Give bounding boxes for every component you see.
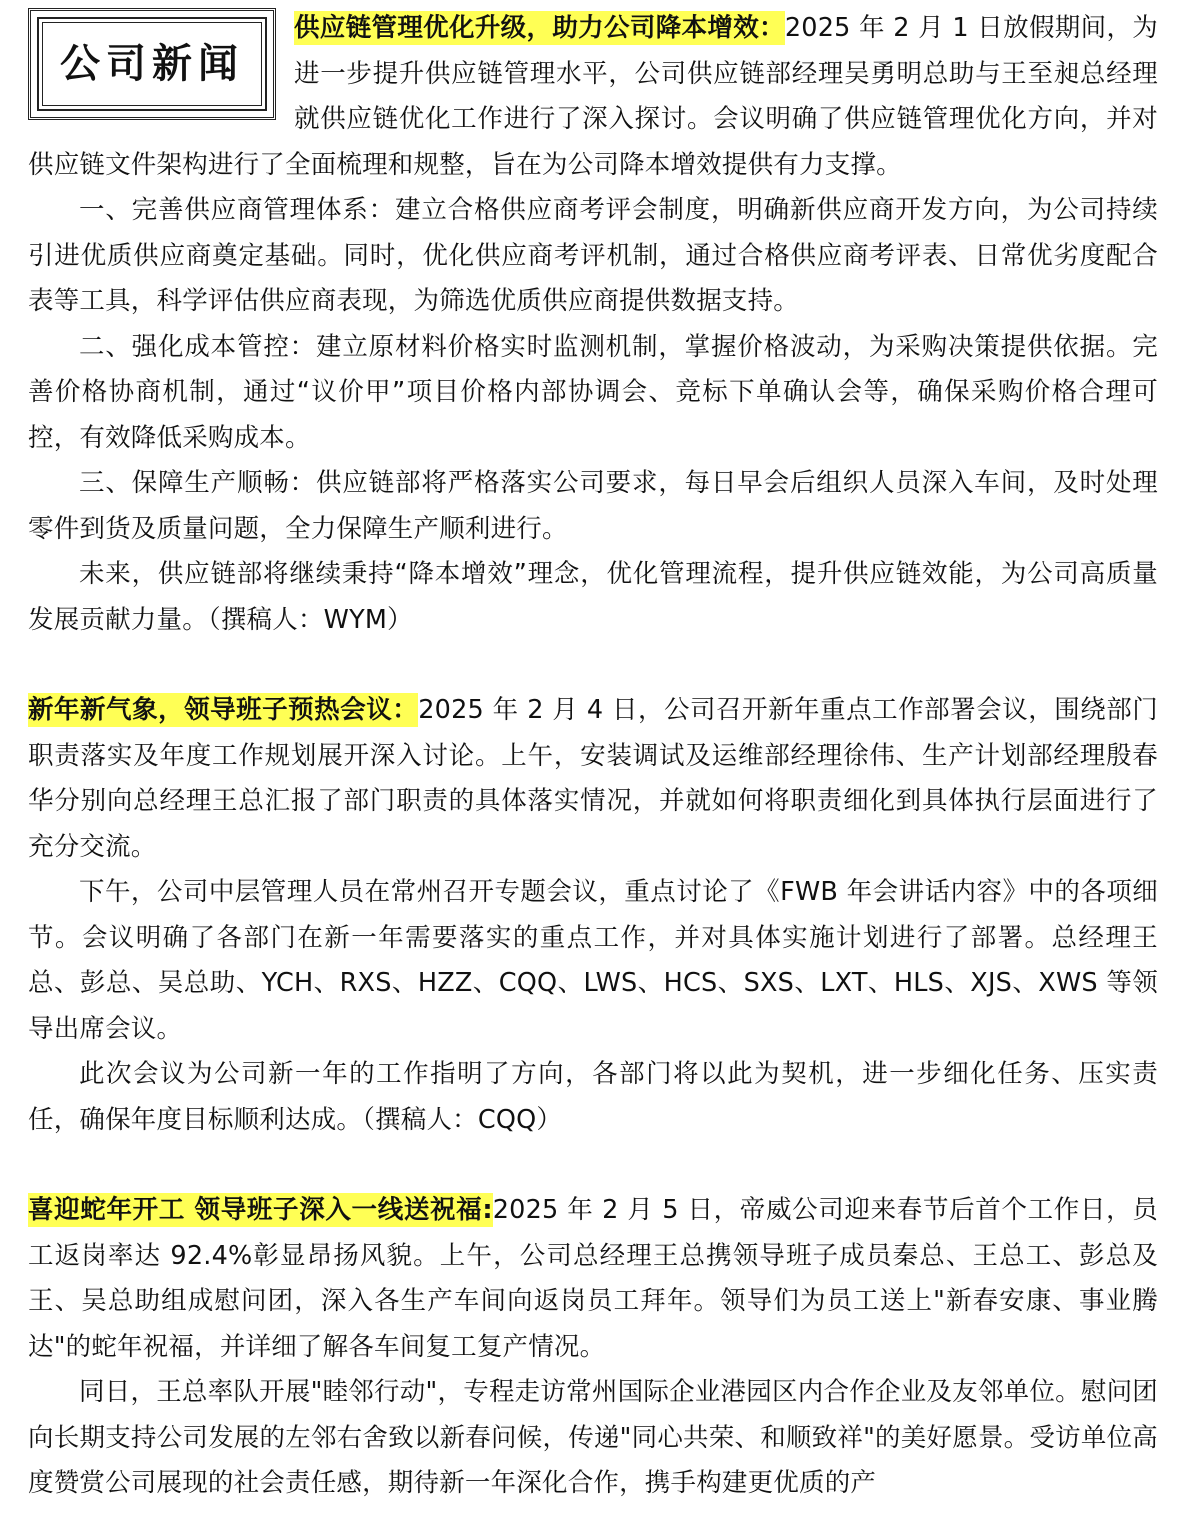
article-1-lead: 2025 年 2 月 1 日放假期间，为进一步提升供应链管理水平，公司供应链部经理吴勇明总助与王至昶总经理就供应链优化工作进行了深入探讨。会议明确了供应链管理优化方向，并对供应链文件架构进行了全面梳理和规整，旨在为公司降本增效提供有力支撑。 (28, 13, 1158, 180)
news-page (28, 6, 1158, 1507)
article-3-lead-paragraph (28, 1188, 1158, 1370)
article-2-lead-paragraph (28, 688, 1158, 870)
article-spacer (28, 1143, 1158, 1188)
article-3-headline: 喜迎蛇年开工 领导班子深入一线送祝福: (28, 1195, 493, 1225)
masthead-logo (28, 8, 276, 120)
article-1-paragraph: 未来，供应链部将继续秉持“降本增效”理念，优化管理流程，提升供应链效能，为公司高质量发展贡献力量。（撰稿人：WYM） (28, 559, 1158, 635)
article-3-lead: 2025 年 2 月 5 日，帝威公司迎来春节后首个工作日，员工返岗率达 92.4%彰显昂扬风貌。上午，公司总经理王总携领导班子成员秦总、王总工、彭总及王、吴总助组成慰问团，深入各生产车间向返岗员工拜年。领导们为员工送上"新春安康、事业腾达"的蛇年祝福，并详细了解各车间复工复产情况。 (28, 1195, 1158, 1362)
article-1-paragraph: 二、强化成本管控：建立原材料价格实时监测机制，掌握价格波动，为采购决策提供依据。完善价格协商机制，通过“议价甲”项目价格内部协调会、竞标下单确认会等，确保采购价格合理可控，有效降低采购成本。 (28, 331, 1158, 453)
article-2-paragraph: 下午，公司中层管理人员在常州召开专题会议，重点讨论了《FWB 年会讲话内容》中的各项细节。会议明确了各部门在新一年需要落实的重点工作，并对具体实施计划进行了部署。总经理王总、彭总、吴总助、YCH、RXS、HZZ、CQQ、LWS、HCS、SXS、LXT、HLS、XJS、XWS 等领导出席会议。 (28, 877, 1158, 1044)
masthead-title: 公司新闻 (60, 40, 244, 87)
article-2-headline: 新年新气象，领导班子预热会议： (28, 695, 419, 725)
article-3-paragraph: 同日，王总率队开展"睦邻行动"，专程走访常州国际企业港园区内合作企业及友邻单位。慰问团向长期支持公司发展的左邻右舍致以新春问候，传递"同心共荣、和顺致祥"的美好愿景。受访单位高度赞赏公司展现的社会责任感，期待新一年深化合作，携手构建更优质的产 (28, 1377, 1158, 1498)
article-1-paragraph: 一、完善供应商管理体系：建立合格供应商考评会制度，明确新供应商开发方向，为公司持续引进优质供应商奠定基础。同时，优化供应商考评机制，通过合格供应商考评表、日常优劣度配合表等工具，科学评估供应商表现，为筛选优质供应商提供数据支持。 (28, 195, 1158, 316)
article-spacer (28, 643, 1158, 688)
article-1-paragraph: 三、保障生产顺畅：供应链部将严格落实公司要求，每日早会后组织人员深入车间，及时处理零件到货及质量问题，全力保障生产顺利进行。 (28, 468, 1158, 544)
article-1-headline: 供应链管理优化升级，助力公司降本增效： (294, 13, 785, 43)
article-2-paragraph: 此次会议为公司新一年的工作指明了方向，各部门将以此为契机，进一步细化任务、压实责任，确保年度目标顺利达成。（撰稿人：CQQ） (28, 1059, 1158, 1135)
article-2-lead: 2025 年 2 月 4 日，公司召开新年重点工作部署会议，围绕部门职责落实及年度工作规划展开深入讨论。上午，安装调试及运维部经理徐伟、生产计划部经理殷春华分别向总经理王总汇报了部门职责的具体落实情况，并就如何将职责细化到具体执行层面进行了充分交流。 (28, 695, 1158, 862)
